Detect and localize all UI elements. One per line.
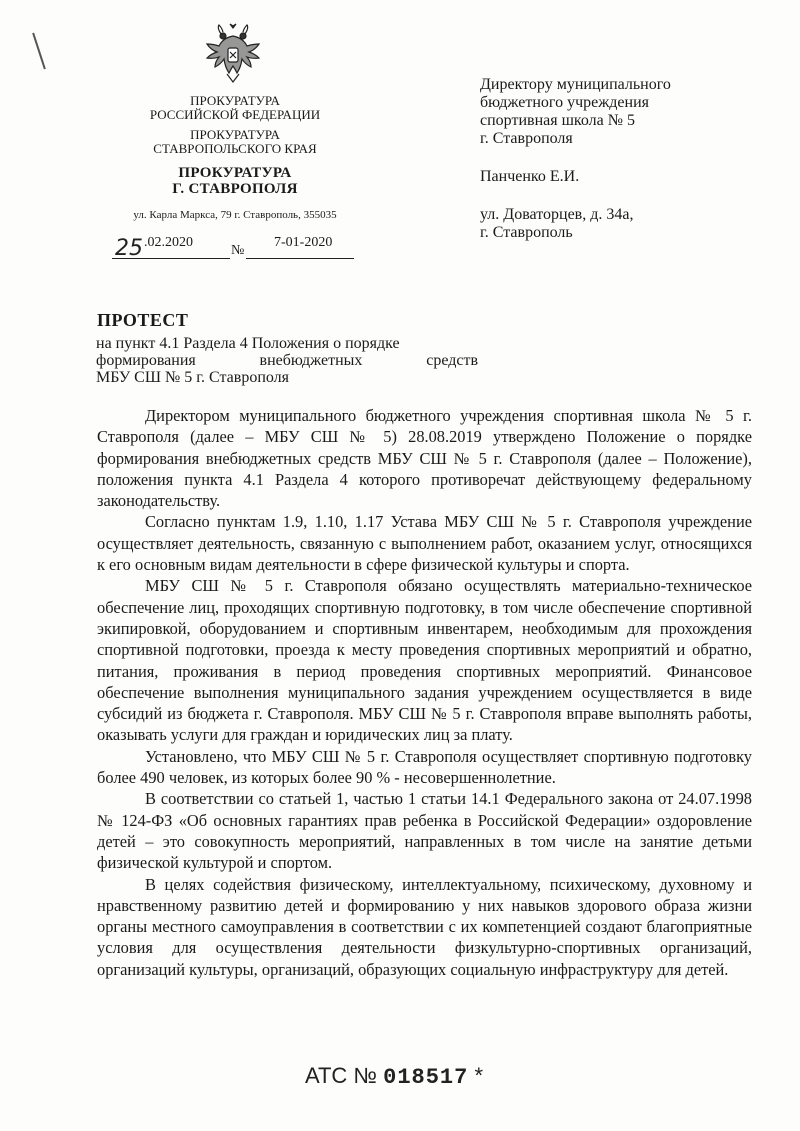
- scan-mark: [32, 33, 46, 70]
- ats-number: 018517: [383, 1065, 469, 1090]
- registration-line: [112, 232, 362, 268]
- subject-line: МБУ СШ № 5 г. Ставрополя: [96, 369, 290, 386]
- org-line: ПРОКУРАТУРА: [190, 127, 280, 142]
- body-paragraph: Согласно пунктам 1.9, 1.10, 1.17 Устава МБУ СШ № 5 г. Ставрополя учреждение осуществляет деятельность, связанную с выполнением работ, оказанием услуг, относящихся к его основным видам деятельности в сфере физической культуры и спорта.: [97, 512, 752, 575]
- addressee-line: Директору муниципального: [480, 76, 671, 93]
- body-paragraph: Установлено, что МБУ СШ № 5 г. Ставрополя осуществляет спортивную подготовку более 490 человек, из которых более 90 % - несовершеннолетние.: [97, 746, 752, 788]
- addressee-block: [480, 76, 780, 242]
- org-name-bold: ПРОКУРАТУРА: [178, 165, 292, 181]
- subject-line: на пункт 4.1 Раздела 4 Положения о порядке: [96, 335, 400, 352]
- document-subject: [96, 335, 478, 386]
- number-sign: №: [231, 243, 245, 258]
- addressee-address: г. Ставрополь: [480, 224, 573, 241]
- addressee-line: бюджетного учреждения: [480, 94, 650, 111]
- body-paragraph: В целях содействия физическому, интеллектуальному, психическому, духовному и нравственному развитию детей и формированию у них навыков здорового образа жизни органы местного самоуправления в соответствии с их компетенцией создают благоприятные условия для осуществления деятельности физкультурно-спортивных организаций, организаций культуры, организаций, образующих социальную инфраструктуру для детей.: [97, 874, 752, 979]
- document-body: [97, 405, 752, 980]
- org-line: ПРОКУРАТУРА: [190, 93, 280, 108]
- org-city-bold: Г. СТАВРОПОЛЯ: [172, 181, 298, 197]
- number-underline: [246, 258, 354, 259]
- double-headed-eagle-emblem-icon: [201, 22, 265, 88]
- sender-address: ул. Карла Маркса, 79 г. Ставрополь, 355035: [133, 209, 337, 221]
- addressee-address: ул. Доваторцев, д. 34а,: [480, 206, 634, 223]
- addressee-line: г. Ставрополя: [480, 130, 573, 147]
- date-underline: [112, 258, 230, 259]
- ats-prefix: АТС №: [305, 1063, 377, 1088]
- subject-line: формирования внебюджетных средств: [96, 352, 478, 369]
- document-title: ПРОТЕСТ: [97, 310, 189, 330]
- body-paragraph: Директором муниципального бюджетного учреждения спортивная школа № 5 г. Ставрополя (далее – МБУ СШ № 5) 28.08.2019 утверждено Положение о порядке формирования внебюджетных средств МБУ СШ № 5 г. Ставрополя (далее – Положение), положения пункта 4.1 Раздела 4 которого противоречат действующему федеральному законодательству.: [97, 406, 752, 511]
- sender-header: [110, 94, 360, 221]
- org-line: РОССИЙСКОЙ ФЕДЕРАЦИИ: [149, 107, 321, 122]
- ats-serial: [305, 1063, 483, 1090]
- addressee-line: спортивная школа № 5: [480, 112, 636, 129]
- body-paragraph: МБУ СШ № 5 г. Ставрополя обязано осуществлять материально-техническое обеспечение лиц, проходящих спортивную подготовку, в том числе обеспечение спортивной экипировкой, оборудованием и спортивным инвентарем, необходимым для прохождения спортивной подготовки, проезда к месту проведения спортивных мероприятий и обратно, питания, проживания в период проведения спортивных мероприятий. Финансовое обеспечение выполнения муниципального задания учреждением осуществляется в виде субсидий из бюджета г. Ставрополя. МБУ СШ № 5 г. Ставрополя вправе выполнять работы, оказывать услуги для граждан и юридических лиц за плату.: [97, 576, 752, 745]
- org-line: СТАВРОПОЛЬСКОГО КРАЯ: [153, 141, 317, 156]
- document-number: 7-01-2020: [274, 235, 333, 250]
- body-paragraph: В соответствии со статьей 1, частью 1 статьи 14.1 Федерального закона от 24.07.1998 № 124-ФЗ «Об основных гарантиях прав ребенка в Российской Федерации» оздоровление детей – это совокупность мероприятий, направленных в том числе на занятие детьми физической культурой и спортом.: [97, 789, 752, 873]
- ats-suffix: *: [474, 1063, 484, 1088]
- document-date: .02.2020: [144, 235, 193, 250]
- handwritten-day: 25: [115, 236, 143, 261]
- addressee-name: Панченко Е.И.: [480, 168, 580, 185]
